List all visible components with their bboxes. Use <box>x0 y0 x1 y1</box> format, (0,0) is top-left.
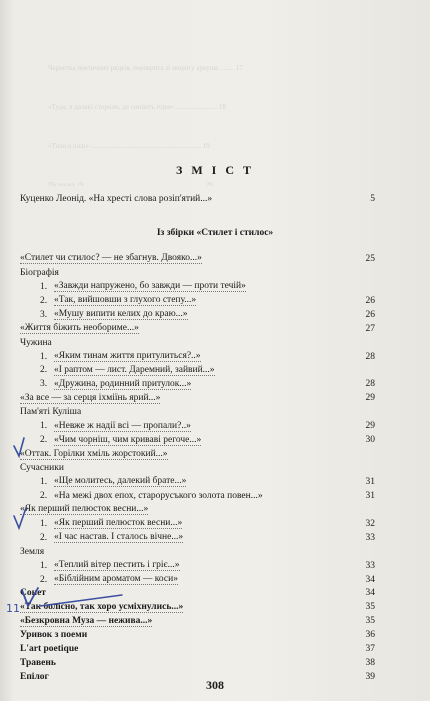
toc-entry <box>20 475 375 489</box>
section-heading: Із збірки «Стилет і стилос» <box>156 228 274 238</box>
toc-entry-page: 28 <box>365 351 375 362</box>
toc-entry-page: 38 <box>365 658 375 669</box>
toc-entry-page: 26 <box>365 309 375 320</box>
toc-entry-text: «Дружина, родинний притулок...» <box>54 378 192 389</box>
toc-entry <box>20 294 375 308</box>
toc-entry <box>20 531 375 545</box>
toc-entry-text: Пам'яті Куліша <box>20 407 82 418</box>
toc-entry-text: «За все — за серця іхміїнь ярий...» <box>20 392 161 403</box>
toc-entry-text: «Так болісно, так хоро усміхнулись...» <box>20 601 184 612</box>
toc-entry-text: Епілог <box>20 672 49 683</box>
toc-entry-page: 31 <box>365 490 375 501</box>
toc-entry-text: Сучасники <box>20 463 64 474</box>
toc-entry-text: «Невже ж надії всі — пропали?..» <box>54 420 191 431</box>
toc-entry-page: 35 <box>365 602 375 613</box>
toc-entry <box>20 252 375 266</box>
toc-entry-text: Чужина <box>20 337 52 348</box>
toc-entry-page: 25 <box>365 253 375 264</box>
toc-entry-number: 1. <box>40 351 48 362</box>
toc-entry <box>20 433 375 447</box>
toc-entry-text: «Як перший пелюсток весни...» <box>20 504 149 515</box>
toc-entry-page: 34 <box>365 574 375 585</box>
toc-entry <box>20 364 375 378</box>
toc-entry-text: Сонет <box>20 588 46 599</box>
toc-entry-page: 37 <box>365 644 375 655</box>
toc-entry-number: 2. <box>40 435 48 446</box>
author-entry-page: 5 <box>370 194 375 204</box>
toc-entry-text: «Ще молитесь, далекий брате...» <box>54 476 187 487</box>
toc-entry-text: «Безкровна Муза — нежива...» <box>20 615 153 626</box>
toc-entry-number: 1. <box>40 421 48 432</box>
toc-entry <box>20 587 375 601</box>
toc-entry-number: 2. <box>40 574 48 585</box>
toc-entry-text: «Завжди напружено, бо завжди — проти течій» <box>54 281 246 292</box>
toc-entry-text: «Життя біжить необориме...» <box>20 323 139 334</box>
toc-entry <box>20 628 375 642</box>
toc-entry-text: «Як перший пелюсток весни...» <box>54 518 183 529</box>
toc-entry-number: 3. <box>40 309 48 320</box>
toc-entry-text: «Мушу випити келих до краю...» <box>54 309 188 320</box>
toc-entry-text: Уривок з поеми <box>20 630 88 641</box>
toc-entry-page: 26 <box>365 295 375 306</box>
toc-entry-page: 33 <box>365 560 375 571</box>
toc-entry <box>20 447 375 461</box>
toc-entry-page: 29 <box>365 393 375 404</box>
toc-entry <box>20 503 375 517</box>
toc-entry <box>20 336 375 350</box>
toc-entry <box>20 308 375 322</box>
toc-entry-number: 1. <box>40 476 48 487</box>
toc-entry-page: 33 <box>365 532 375 543</box>
page-number: 308 <box>206 678 224 692</box>
toc-entry <box>20 545 375 559</box>
toc-entry-number: 1. <box>40 560 48 571</box>
toc-entry-number: 2. <box>40 295 48 306</box>
toc-entry <box>20 517 375 531</box>
toc-entry-text: «І раптом — лист. Даремний, зайвий...» <box>54 364 215 375</box>
toc-entry-text: Травень <box>20 658 56 669</box>
toc-entry <box>20 350 375 364</box>
toc-entry <box>20 489 375 503</box>
toc-entry-page: 32 <box>365 518 375 529</box>
toc-entry <box>20 391 375 405</box>
toc-entry <box>20 600 375 614</box>
toc-entry-text: «Біблійним ароматом — коси» <box>54 574 178 585</box>
margin-note: 11 <box>6 602 20 615</box>
toc-entry-page: 29 <box>365 421 375 432</box>
toc-entry-page: 27 <box>365 323 375 334</box>
toc-entry <box>20 656 375 670</box>
toc-entry-text: «Так, вийшовши з глухого степу...» <box>54 295 197 306</box>
toc-entry-text: «Теплий вітер пестить і гріє...» <box>54 560 180 571</box>
toc-entry-text: «Стилет чи стилос? — не збагнув. Двояко...» <box>20 253 202 264</box>
toc-entry <box>20 461 375 475</box>
toc-entry <box>20 573 375 587</box>
toc-entry-text: Земля <box>20 546 45 557</box>
toc-entry-page: 35 <box>365 616 375 627</box>
toc-entry-text: L'art poetique <box>20 644 79 655</box>
page-title: З М І С Т <box>176 163 254 177</box>
toc-entry <box>20 266 375 280</box>
toc-entry-page: 36 <box>365 630 375 641</box>
toc-entry-text: «На межі двох епох, старорусъкого золота повен...» <box>54 490 263 501</box>
toc-entry-number: 1. <box>40 281 48 292</box>
toc-entry-text: «Яким тинам життя притулиться?..» <box>54 351 201 362</box>
toc-entry-number: 2. <box>40 532 48 543</box>
toc-entry <box>20 559 375 573</box>
toc-entry-text: Біографія <box>20 267 59 278</box>
toc-entry <box>20 642 375 656</box>
toc-entry <box>20 419 375 433</box>
toc-entry-page: 34 <box>365 588 375 599</box>
toc-entry-number: 1. <box>40 518 48 529</box>
bleed-through-text: Чернетка поетичних рядків, перекрита зі звороту аркуша ........ 17 «Туди, в далекі сторони, де синіють гори» ........................ 18 «Тихо в полі» ............................................................... 19 Пісенька 19 .................................................................... 20 <box>48 64 243 186</box>
toc-entry-page: 28 <box>365 379 375 390</box>
toc-entry <box>20 614 375 628</box>
toc-entry <box>20 377 375 391</box>
toc-entry-text: «Чим чорніш, чим криваві регоче...» <box>54 434 202 445</box>
toc-entry-text: «Оттак. Горілки хміль жорстокий...» <box>20 448 168 459</box>
toc-entry-page: 31 <box>365 476 375 487</box>
table-of-contents <box>20 252 375 684</box>
author-entry-text: Куценко Леонід. «На хресті слова розіп'ятий...» <box>20 194 213 204</box>
toc-entry-text: «І час настав. І сталось вічне...» <box>54 532 184 543</box>
toc-entry <box>20 405 375 419</box>
toc-entry-number: 3. <box>40 379 48 390</box>
toc-entry-page: 39 <box>365 672 375 683</box>
toc-entry-page: 30 <box>365 435 375 446</box>
toc-entry-number: 2. <box>40 490 48 501</box>
toc-entry-number: 2. <box>40 365 48 376</box>
author-entry <box>20 194 375 204</box>
toc-entry <box>20 280 375 294</box>
toc-entry <box>20 322 375 336</box>
